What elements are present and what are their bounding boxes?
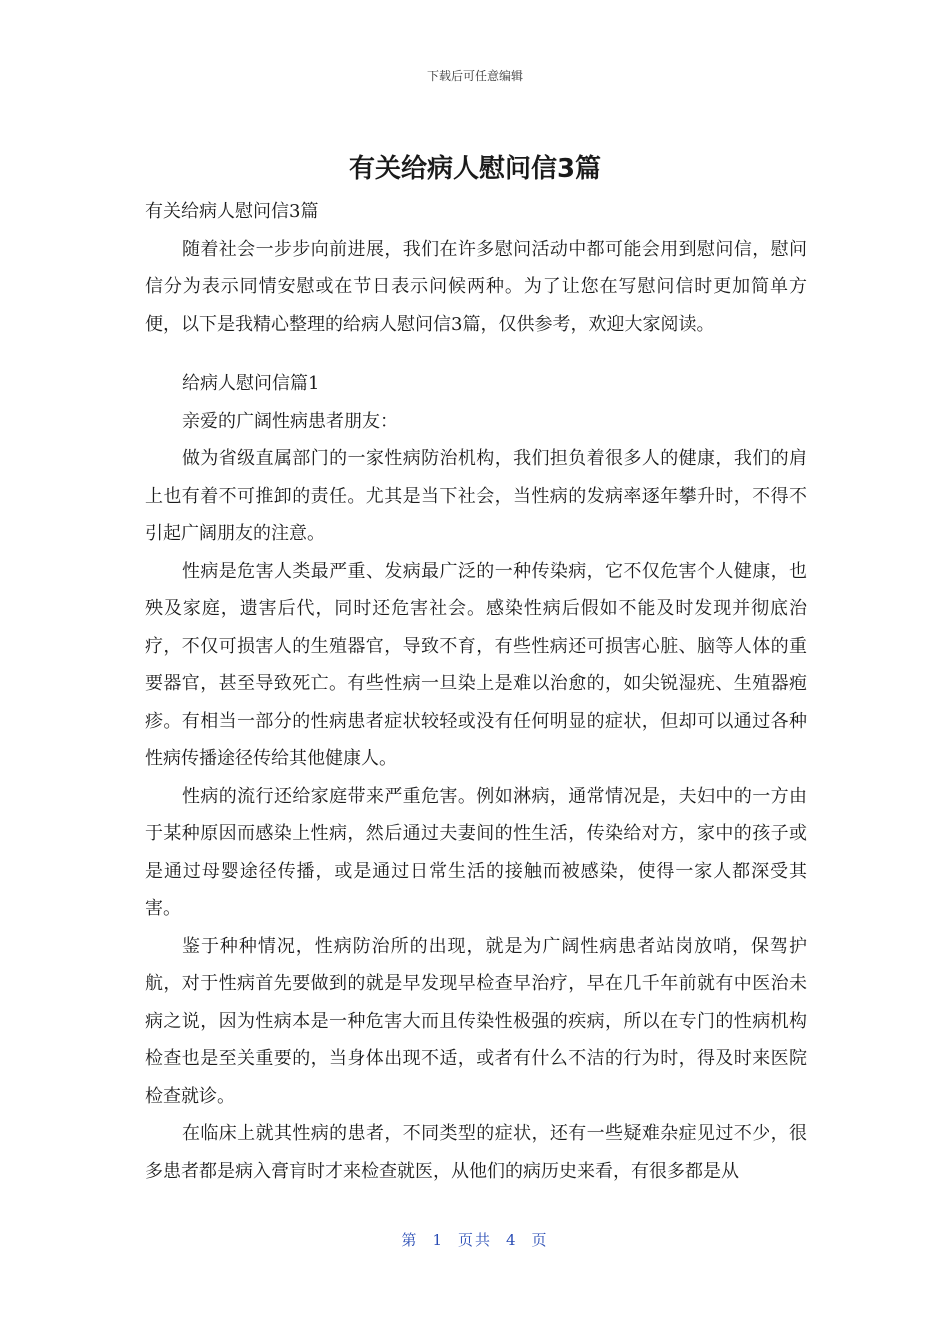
section-heading: 给病人慰问信篇1 [182,373,320,394]
footer-total-pages: 4 [506,1231,518,1249]
header-note: 下载后可任意编辑 [426,69,523,83]
page-footer [0,1229,950,1250]
document-title: 有关给病人慰问信3篇 [348,154,602,184]
body-paragraph: 鉴于种种情况，性病防治所的出现，就是为广阔性病患者站岗放哨，保驾护航，对于性病首先要做到的就是早发现早检查早治疗，早在几千年前就有中医治未病之说，因为性病本是一种危害大而且传染性极强的疾病，所以在专门的性病机构检查也是至关重要的，当身体出现不适，或者有什么不洁的行为时，得及时来医院检查就诊。 [145,935,807,1107]
body-paragraph: 性病的流行还给家庭带来严重危害。例如淋病，通常情况是，夫妇中的一方由于某种原因而感染上性病，然后通过夫妻间的性生活，传染给对方，家中的孩子或是通过母婴途径传播，或是通过日常生活的接触而被感染，使得一家人都深受其害。 [145,785,807,919]
body-paragraph: 做为省级直属部门的一家性病防治机构，我们担负着很多人的健康，我们的肩上也有着不可推卸的责任。尤其是当下社会，当性病的发病率逐年攀升时，不得不引起广阔朋友的注意。 [145,448,807,544]
intro-paragraph: 随着社会一步步向前进展，我们在许多慰问活动中都可能会用到慰问信，慰问信分为表示同情安慰或在节日表示问候两种。为了让您在写慰问信时更加简单方便，以下是我精心整理的给病人慰问信3篇，仅供参考，欢迎大家阅读。 [145,238,807,335]
body-paragraph: 性病是危害人类最严重、发病最广泛的一种传染病，它不仅危害个人健康，也殃及家庭，遗害后代，同时还危害社会。感染性病后假如不能及时发现并彻底治疗，不仅可损害人的生殖器官，导致不育，有些性病还可损害心脏、脑等人体的重要器官，甚至导致死亡。有些性病一旦染上是难以治愈的，如尖锐湿疣、生殖器疱疹。有相当一部分的性病患者症状较轻或没有任何明显的症状，但却可以通过各种性病传播途径传给其他健康人。 [145,560,807,769]
footer-suffix: 页 [531,1231,549,1249]
salutation: 亲爱的广阔性病患者朋友： [182,410,398,432]
footer-page-number: 1 [432,1231,444,1249]
footer-middle: 页共 [457,1231,492,1249]
subtitle: 有关给病人慰问信3篇 [145,201,319,222]
footer-prefix: 第 [401,1231,419,1249]
body-paragraph: 在临床上就其性病的患者，不同类型的症状，还有一些疑难杂症见过不少，很多患者都是病入膏肓时才来检查就医，从他们的病历史来看，有很多都是从 [145,1123,807,1182]
document-body [145,193,807,1190]
